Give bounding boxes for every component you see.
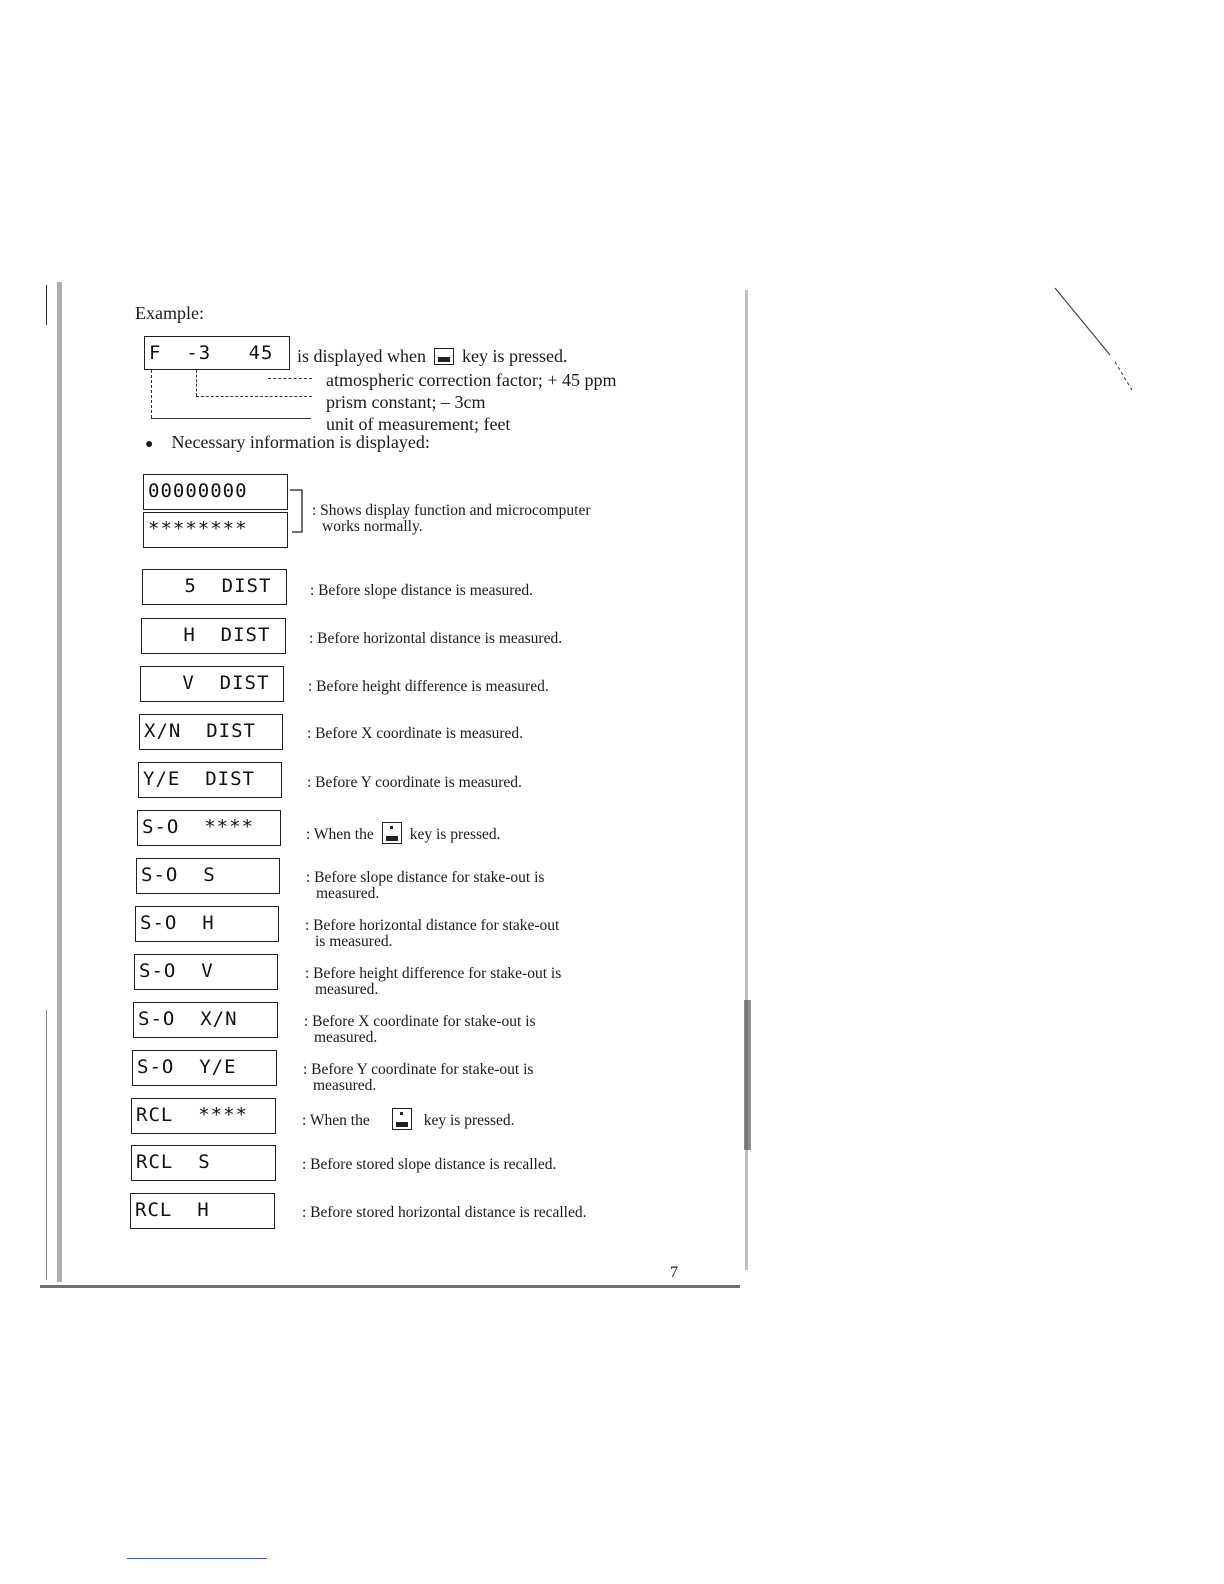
- row-1-desc: [309, 631, 562, 647]
- row-3-line1: : Before X coordinate is measured.: [307, 725, 524, 742]
- lcd-row-1: H DIST: [141, 618, 286, 654]
- bracket-unit-hline: [151, 418, 311, 419]
- row-9-line2: measured.: [314, 1029, 378, 1046]
- lcd-row-7: S-O H: [135, 906, 279, 942]
- row-1-line1: : Before horizontal distance is measured.: [309, 630, 563, 647]
- lcd-row-2: V DIST: [140, 666, 284, 702]
- group-desc-line2: works normally.: [322, 518, 423, 535]
- lcd-row-13: RCL H: [130, 1193, 275, 1229]
- row-8-line2: measured.: [315, 981, 379, 998]
- bullet-dot: ●: [145, 437, 154, 452]
- row-6-line2: measured.: [316, 885, 380, 902]
- scan-stroke-diagonal: [1050, 280, 1140, 400]
- bracket-atm-hline: [268, 378, 312, 379]
- example-line1-after: key is pressed.: [461, 346, 568, 366]
- lcd-row-3: X/N DIST: [139, 714, 283, 750]
- keyboard-key-icon: [434, 348, 454, 365]
- row-3-desc: [307, 726, 523, 742]
- row-12-desc: [302, 1157, 556, 1173]
- row-2-desc: [308, 679, 549, 695]
- row-13-desc: [302, 1205, 587, 1221]
- scan-edge-bottom: [40, 1285, 740, 1288]
- lcd-row-4: Y/E DIST: [138, 762, 282, 798]
- row-13-line1: : Before stored horizontal distance is recalled.: [302, 1204, 587, 1221]
- row-7-line2: is measured.: [315, 933, 393, 950]
- prism-text: prism constant; – 3cm: [326, 392, 486, 412]
- bracket-prism-vline: [196, 370, 197, 396]
- lcd-row-5: S-O ****: [137, 810, 281, 846]
- atmospheric-text: atmospheric correction factor; + 45 ppm: [326, 370, 617, 390]
- bracket-unit-vline: [151, 370, 152, 418]
- row-11-line1-after: key is pressed.: [423, 1112, 515, 1129]
- scan-edge-left-thin-2: [46, 1010, 47, 1280]
- row-4-desc: [307, 775, 522, 791]
- row-0-desc: [310, 583, 533, 599]
- scan-edge-left: [57, 282, 62, 1282]
- necessary-info-text: Necessary information is displayed:: [171, 432, 430, 452]
- row-7-line1: : Before horizontal distance for stake-out: [305, 917, 560, 934]
- row-10-line1: : Before Y coordinate for stake-out is: [303, 1061, 534, 1078]
- row-7-desc: [305, 918, 559, 950]
- row-2-line1: : Before height difference is measured.: [308, 678, 549, 695]
- example-line1: [297, 346, 567, 367]
- lcd-row-6: S-O S: [136, 858, 280, 894]
- example-line1-before: is displayed when: [297, 346, 426, 366]
- lcd-row-11: RCL ****: [131, 1098, 276, 1134]
- row-0-line1: : Before slope distance is measured.: [310, 582, 533, 599]
- row-9-line1: : Before X coordinate for stake-out is: [304, 1013, 536, 1030]
- row-11-desc: [302, 1108, 515, 1130]
- unit-text: unit of measurement; feet: [326, 414, 511, 434]
- scan-edge-right-dark: [744, 1000, 751, 1150]
- lcd-row-10: S-O Y/E: [132, 1050, 277, 1086]
- lcd-row-0: 5 DIST: [142, 569, 287, 605]
- row-10-line2: measured.: [313, 1077, 377, 1094]
- row-9-desc: [304, 1014, 536, 1046]
- group-desc-line1: : Shows display function and microcomputer: [312, 502, 591, 519]
- scan-edge-left-thin: [46, 285, 47, 325]
- stakeout-key-icon: [382, 822, 402, 844]
- lcd-row-9: S-O X/N: [133, 1002, 278, 1038]
- scan-blue-line: [127, 1558, 267, 1559]
- bracket-prism-hline: [196, 396, 312, 397]
- row-8-desc: [305, 966, 561, 998]
- row-12-line1: : Before stored slope distance is recalled.: [302, 1156, 557, 1173]
- row-5-line1: : When the: [306, 826, 374, 843]
- example-lcd-display: F -3 45: [144, 336, 290, 370]
- lcd-display-zeros: 00000000: [143, 474, 288, 510]
- lcd-display-stars: ********: [143, 512, 288, 548]
- row-8-line1: : Before height difference for stake-out is: [305, 965, 562, 982]
- row-6-line1: : Before slope distance for stake-out is: [306, 869, 545, 886]
- row-4-line1: : Before Y coordinate is measured.: [307, 774, 522, 791]
- row-10-desc: [303, 1062, 533, 1094]
- lcd-row-8: S-O V: [134, 954, 278, 990]
- group-bracket: [288, 488, 308, 538]
- row-11-line1: : When the: [302, 1112, 370, 1129]
- group-description: [312, 503, 591, 535]
- necessary-info-line: [145, 432, 430, 453]
- lcd-row-12: RCL S: [131, 1145, 276, 1181]
- row-5-desc: [306, 822, 501, 844]
- row-5-line1-after: key is pressed.: [409, 826, 501, 843]
- page-number: 7: [670, 1264, 678, 1281]
- recall-key-icon: [392, 1108, 412, 1130]
- example-heading: Example:: [135, 303, 204, 323]
- row-6-desc: [306, 870, 544, 902]
